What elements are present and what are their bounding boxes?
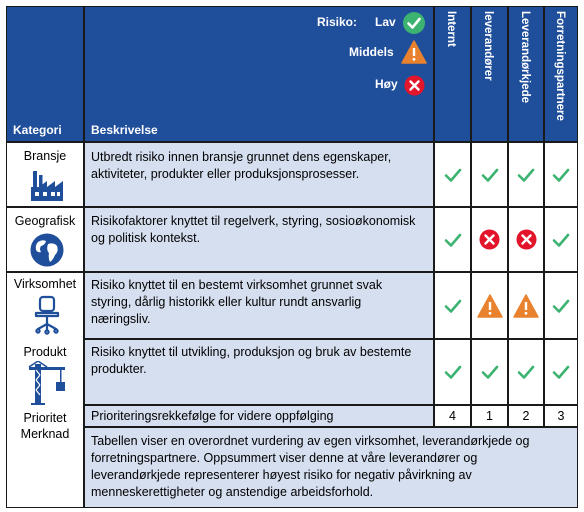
- rating-cell: [508, 339, 544, 405]
- rating-cell: [508, 142, 544, 207]
- warning-icon: [513, 294, 539, 318]
- column-label: Internt: [445, 11, 457, 47]
- category-label-merknad: Merknad: [20, 427, 70, 441]
- rating-cell: [544, 339, 578, 405]
- legend-medium-label: Middels: [349, 45, 394, 59]
- description-text: Prioriteringsrekkefølge for videre oppfølging: [91, 409, 334, 423]
- row-virksomhet-description: [84, 272, 434, 339]
- rating-cell: [544, 207, 578, 272]
- check-icon: [550, 361, 572, 383]
- row-priority-description: [84, 405, 434, 427]
- rating-cell: [508, 207, 544, 272]
- check-icon: [550, 295, 572, 317]
- check-icon: [550, 229, 572, 251]
- category-label-produkt: Produkt: [23, 345, 67, 359]
- rating-cell: [434, 339, 471, 405]
- column-label: Forretningspartnere: [554, 11, 566, 121]
- rating-cell: [544, 142, 578, 207]
- category-label-virksomhet: Virksomhet: [13, 277, 77, 291]
- category-label: Geografisk: [14, 214, 76, 228]
- rating-cell: [471, 207, 508, 272]
- category-label: Bransje: [23, 149, 67, 163]
- header-category-label: Kategori: [13, 123, 62, 137]
- legend-low-label: Lav: [375, 15, 396, 29]
- row-remark: [84, 427, 578, 508]
- rating-cell: [471, 339, 508, 405]
- description-text: Risiko knyttet til en bestemt virksomhet grunnet svak styring, dårlig historikk eller kultur rundt ansvarlig næringsliv.: [91, 278, 383, 326]
- description-text: Risiko knyttet til utvikling, produksjon og bruk av bestemte produkter.: [91, 345, 412, 376]
- rating-cell: [471, 272, 508, 339]
- check-icon: [515, 164, 537, 186]
- rating-cell: [434, 207, 471, 272]
- rating-cell: [471, 142, 508, 207]
- priority-value: 1: [471, 405, 508, 427]
- factory-icon: [29, 167, 65, 208]
- risk-label: Risiko:: [317, 15, 358, 29]
- priority-value: 2: [508, 405, 544, 427]
- check-icon: [479, 164, 501, 186]
- column-label: leverandører: [482, 11, 494, 81]
- header-col-leverandorkjede: [508, 6, 544, 142]
- description-text: Utbredt risiko innen bransje grunnet dens egenskaper, aktiviteter, produkter eller produksjonsprosesser.: [91, 150, 392, 181]
- legend-check-icon: [402, 11, 426, 40]
- legend-high-label: Høy: [375, 77, 398, 91]
- header-col-leverandorer: [471, 6, 508, 142]
- header-col-internt: [434, 6, 471, 142]
- check-icon: [442, 361, 464, 383]
- legend-x-icon: [404, 75, 425, 101]
- rating-cell: [508, 272, 544, 339]
- x-icon: [479, 229, 500, 250]
- remark-text: Tabellen viser en overordnet vurdering av egen virksomhet, leverandørkjede og forretningspartnere. Oppsummert viser denne at våre leverandører og leverandørkjede representerer høyest risiko for negativ påvirkning av menneskerettigheter og anstendige arbeidsforhold.: [91, 434, 530, 499]
- column-label: Leverandørkjede: [519, 11, 531, 104]
- globe-icon: [29, 232, 65, 273]
- warning-icon: [477, 294, 503, 318]
- rating-cell: [434, 142, 471, 207]
- row-geografisk-category: [6, 207, 84, 272]
- header-description-label: Beskrivelse: [91, 123, 158, 137]
- header-category-cell: [6, 6, 84, 142]
- legend-warning-icon: [401, 40, 427, 69]
- category-label-prioritet: Prioritet: [23, 411, 67, 425]
- row-geografisk-description: [84, 207, 434, 272]
- row-produkt-description: [84, 339, 434, 405]
- check-icon: [442, 164, 464, 186]
- rating-cell: [544, 272, 578, 339]
- check-icon: [479, 361, 501, 383]
- row-bransje-description: [84, 142, 434, 207]
- x-icon: [516, 229, 537, 250]
- header-col-forretningspartnere: [544, 6, 578, 142]
- office-chair-icon: [31, 295, 63, 340]
- rating-cell: [434, 272, 471, 339]
- check-icon: [442, 295, 464, 317]
- check-icon: [442, 229, 464, 251]
- merged-category-cell: [6, 272, 84, 508]
- check-icon: [550, 164, 572, 186]
- crane-icon: [27, 361, 67, 410]
- description-text: Risikofaktorer knyttet til regelverk, styring, sosioøkonomisk og politisk kontekst.: [91, 214, 416, 245]
- header-description-cell: [84, 6, 434, 142]
- row-bransje-category: [6, 142, 84, 207]
- check-icon: [515, 361, 537, 383]
- priority-value: 4: [434, 405, 471, 427]
- priority-value: 3: [544, 405, 578, 427]
